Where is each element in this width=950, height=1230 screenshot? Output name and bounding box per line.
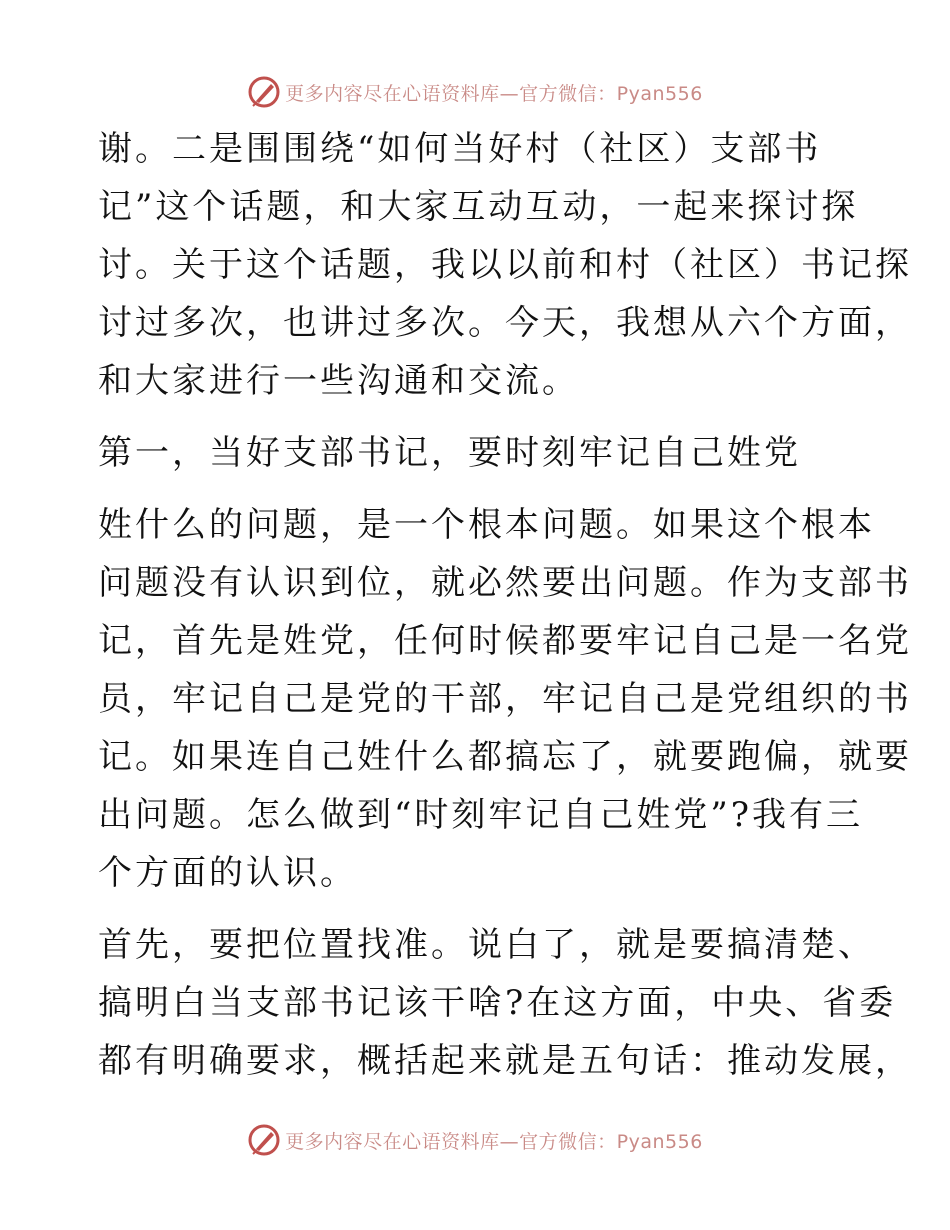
text-line: 个方面的认识。: [98, 853, 357, 893]
text-line: 员，牢记自己是党的干部，牢记自己是党组织的书: [98, 679, 912, 719]
document-body: [98, 120, 912, 1090]
text-line: 记。如果连自己姓什么都搞忘了，就要跑偏，就要: [98, 737, 912, 777]
text-line: 都有明确要求，概括起来就是五句话：推动发展，: [98, 1041, 912, 1081]
text-line: 首先，要把位置找准。说白了，就是要搞清楚、: [98, 925, 875, 965]
watermark-text: 更多内容尽在心语资料库—官方微信：Pyan556: [285, 1130, 703, 1153]
text-line: 记”这个话题，和大家互动互动，一起来探讨探: [98, 187, 859, 227]
text-line: 出问题。怎么做到“时刻牢记自己姓党”?我有三: [98, 795, 863, 835]
feather-pen-logo-icon: [247, 1123, 281, 1157]
paragraph: [98, 496, 912, 902]
feather-pen-logo-icon: [247, 75, 281, 109]
text-line: 讨过多次，也讲过多次。今天，我想从六个方面，: [98, 303, 912, 343]
text-line: 问题没有认识到位，就必然要出问题。作为支部书: [98, 563, 912, 603]
header-watermark: [0, 72, 950, 112]
watermark-text: 更多内容尽在心语资料库—官方微信：Pyan556: [285, 82, 703, 105]
paragraph: [98, 120, 912, 410]
text-line: 姓什么的问题，是一个根本问题。如果这个根本: [98, 505, 875, 545]
text-line: 讨。关于这个话题，我以以前和村（社区）书记探: [98, 245, 912, 285]
text-line: 搞明白当支部书记该干啥?在这方面，中央、省委: [98, 983, 897, 1023]
footer-watermark: [0, 1120, 950, 1160]
text-line: 第一，当好支部书记，要时刻牢记自己姓党: [98, 433, 801, 473]
text-line: 记，首先是姓党，任何时候都要牢记自己是一名党: [98, 621, 912, 661]
text-line: 和大家进行一些沟通和交流。: [98, 361, 579, 401]
text-line: 谢。二是围围绕“如何当好村（社区）支部书: [98, 129, 822, 169]
section-heading: [98, 424, 858, 482]
paragraph: [98, 916, 912, 1090]
